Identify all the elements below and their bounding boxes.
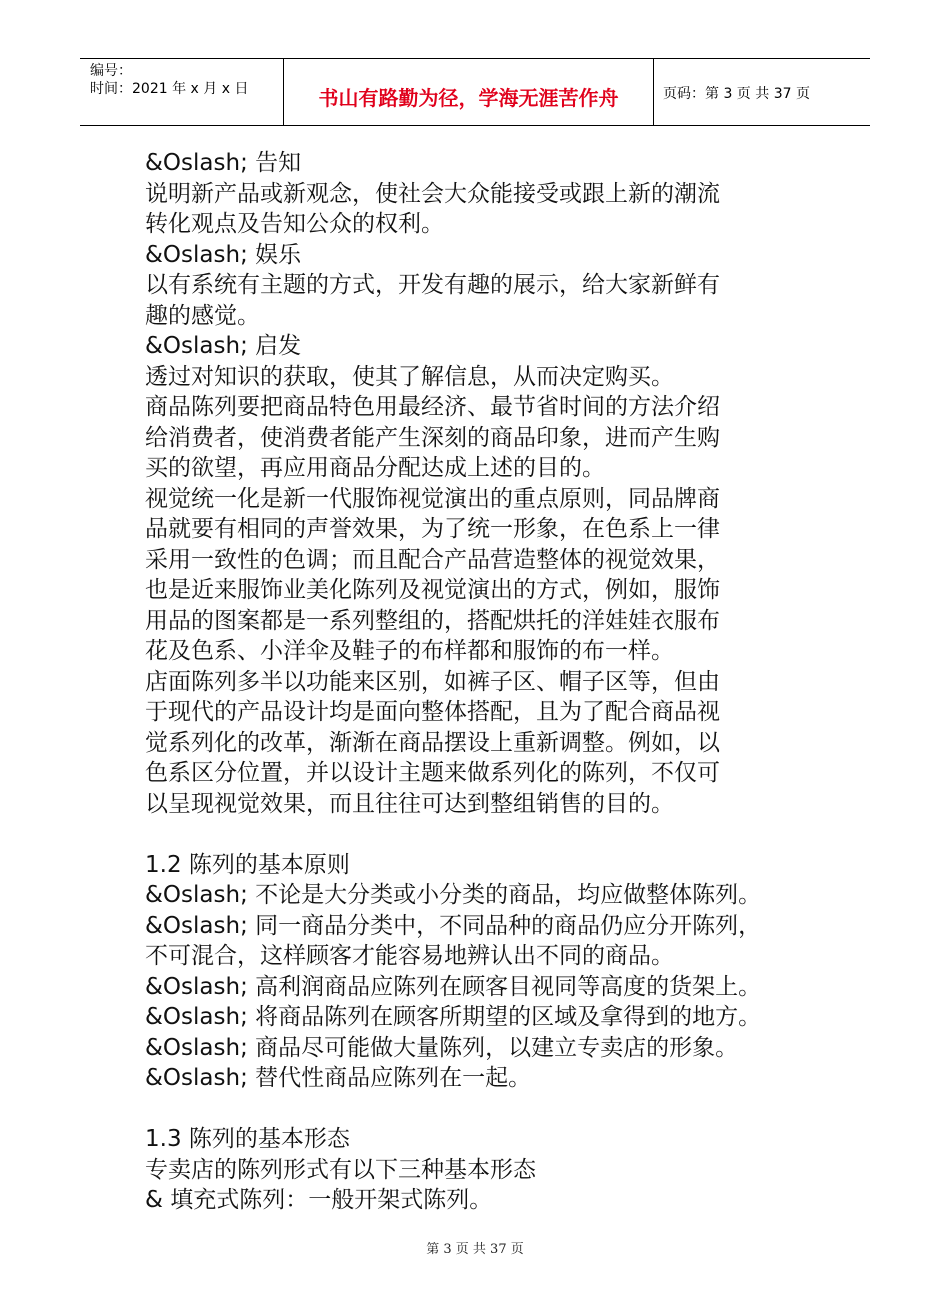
body-line: &Oslash; 告知 (145, 150, 302, 176)
header-bottom-rule (80, 125, 870, 126)
document-number-label: 编号： (90, 63, 132, 79)
body-line: 用品的图案都是一系列整组的，搭配烘托的洋娃娃衣服布 (145, 607, 720, 634)
document-body (145, 148, 845, 1216)
body-line: 也是近来服饰业美化陈列及视觉演出的方式，例如，服饰 (145, 577, 720, 603)
body-line: 透过对知识的获取，使其了解信息，从而决定购买。 (145, 363, 674, 390)
body-line: &Oslash; 启发 (145, 333, 302, 359)
body-line: 以呈现视觉效果，而且往往可达到整组销售的目的。 (145, 790, 674, 817)
body-line: 说明新产品或新观念，使社会大众能接受或跟上新的潮流 (145, 180, 720, 207)
body-line: 不可混合，这样顾客才能容易地辨认出不同的商品。 (145, 943, 674, 969)
body-line: 给消费者，使消费者能产生深刻的商品印象，进而产生购 (145, 424, 720, 451)
body-line: 花及色系、小洋伞及鞋子的布样都和服饰的布一样。 (145, 638, 674, 664)
blank-line (145, 1094, 845, 1125)
section-heading: 1.3 陈列的基本形态 (145, 1126, 350, 1152)
body-line: 于现代的产品设计均是面向整体搭配，且为了配合商品视 (145, 699, 720, 725)
document-time-label: 时间：2021 年 x 月 x 日 (90, 81, 249, 97)
body-line: &Oslash; 娱乐 (145, 241, 302, 268)
body-line: 色系区分位置，并以设计主题来做系列化的陈列，不仅可 (145, 760, 720, 786)
footer-page-number: 第 3 页 共 37 页 (426, 1242, 524, 1257)
body-line: 品就要有相同的声誉效果，为了统一形象，在色系上一律 (145, 516, 720, 542)
body-line: 觉系列化的改革，渐渐在商品摆设上重新调整。例如，以 (145, 729, 720, 756)
body-line: 买的欲望，再应用商品分配达成上述的目的。 (145, 455, 605, 481)
body-line: 商品陈列要把商品特色用最经济、最节省时间的方法介绍 (145, 394, 720, 420)
body-line: 采用一致性的色调；而且配合产品营造整体的视觉效果， (145, 546, 720, 573)
body-line: &Oslash; 商品尽可能做大量陈列，以建立专卖店的形象。 (145, 1034, 739, 1061)
body-line: 视觉统一化是新一代服饰视觉演出的重点原则，同品牌商 (145, 485, 720, 512)
header-page-info: 页码：第 3 页 共 37 页 (663, 86, 810, 102)
body-line: 以有系统有主题的方式，开发有趣的展示，给大家新鲜有 (145, 272, 720, 298)
body-line: 转化观点及告知公众的权利。 (145, 211, 444, 237)
body-line: &Oslash; 替代性商品应陈列在一起。 (145, 1065, 532, 1091)
header-meta (90, 62, 248, 98)
body-line: 趣的感觉。 (145, 302, 260, 329)
section-heading: 1.2 陈列的基本原则 (145, 851, 350, 878)
body-line: 专卖店的陈列形式有以下三种基本形态 (145, 1156, 536, 1183)
body-line: & 填充式陈列：一般开架式陈列。 (145, 1187, 493, 1213)
body-line: &Oslash; 同一商品分类中，不同品种的商品仍应分开陈列， (145, 912, 762, 939)
blank-line (145, 819, 845, 850)
header-top-rule (80, 58, 870, 59)
body-line: &Oslash; 高利润商品应陈列在顾客目视同等高度的货架上。 (145, 973, 762, 1000)
body-line: &Oslash; 不论是大分类或小分类的商品，均应做整体陈列。 (145, 882, 762, 908)
header-motto: 书山有路勤为径，学海无涯苦作舟 (318, 86, 619, 110)
body-line: 店面陈列多半以功能来区别，如裤子区、帽子区等，但由 (145, 668, 720, 695)
header-divider-right (653, 58, 654, 125)
body-line: &Oslash; 将商品陈列在顾客所期望的区域及拿得到的地方。 (145, 1004, 762, 1030)
